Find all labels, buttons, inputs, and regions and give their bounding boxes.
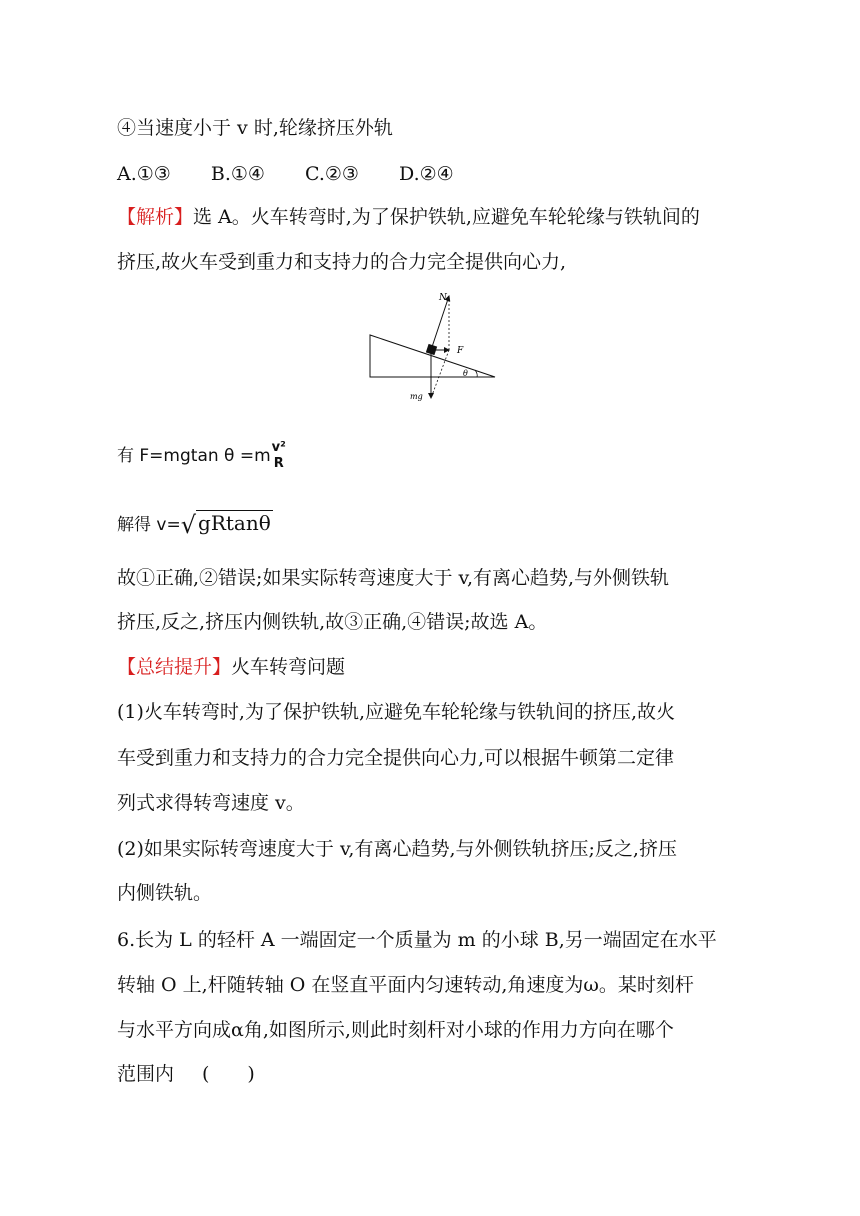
question-6-line-1: 6.长为 L 的轻杆 A 一端固定一个质量为 m 的小球 B,另一端固定在水平 (117, 929, 717, 951)
summary-heading (117, 655, 345, 679)
summary-p1-line-2: 车受到重力和支持力的合力完全提供向心力,可以根据牛顿第二定律 (117, 747, 675, 769)
analysis-line-1 (117, 205, 700, 229)
equation-speed: 解得 v=√ gRtanθ (117, 511, 271, 539)
fraction-v2-over-r: v² R (271, 440, 286, 471)
analysis-tag: 【解析】 (117, 206, 194, 228)
option-c: C.②③ (305, 163, 359, 185)
conclusion-line-1: 故①正确,②错误;如果实际转弯速度大于 v,有离心趋势,与外侧铁轨 (117, 567, 670, 589)
summary-p1-line-3: 列式求得转弯速度 v。 (117, 792, 305, 814)
label-mg: mg (410, 392, 423, 401)
question-6-line-3: 与水平方向成α角,如图所示,则此时刻杆对小球的作用力方向在哪个 (117, 1019, 674, 1041)
summary-title: 火车转弯问题 (231, 656, 346, 678)
summary-p1-line-1: (1)火车转弯时,为了保护铁轨,应避免车轮轮缘与铁轨间的挤压,故火 (117, 701, 676, 723)
answer-blank: ( ) (202, 1063, 255, 1085)
normal-force-arrow (431, 296, 449, 350)
question-6-line-4: 范围内 ( ) (117, 1063, 255, 1085)
incline-triangle (370, 335, 495, 377)
equation-force: 有 F=mgtan θ =m v² R (117, 440, 286, 471)
analysis-text-1: 选 A。火车转弯时,为了保护铁轨,应避免车轮轮缘与铁轨间的 (193, 206, 700, 228)
option-a: A.①③ (117, 163, 171, 185)
label-f: F (457, 346, 464, 356)
incline-force-diagram (365, 290, 500, 405)
answer-options (117, 162, 488, 186)
conclusion-line-2: 挤压,反之,挤压内侧铁轨,故③正确,④错误;故选 A。 (117, 611, 548, 633)
summary-p2-line-2: 内侧铁轨。 (117, 882, 213, 904)
sqrt-expression: √ gRtanθ (180, 511, 271, 539)
option-b: B.①④ (210, 163, 265, 185)
question-item-4: ④当速度小于 v 时,轮缘挤压外轨 (117, 117, 393, 139)
summary-tag: 【总结提升】 (117, 656, 232, 678)
question-6-line-2: 转轴 O 上,杆随转轴 O 在竖直平面内匀速转动,角速度为ω。某时刻杆 (117, 974, 694, 996)
analysis-line-2: 挤压,故火车受到重力和支持力的合力完全提供向心力, (117, 251, 567, 273)
label-n: N (439, 293, 447, 303)
label-theta: θ (463, 369, 468, 378)
summary-p2-line-1: (2)如果实际转弯速度大于 v,有离心趋势,与外侧铁轨挤压;反之,挤压 (117, 838, 677, 860)
option-d: D.②④ (399, 163, 454, 185)
